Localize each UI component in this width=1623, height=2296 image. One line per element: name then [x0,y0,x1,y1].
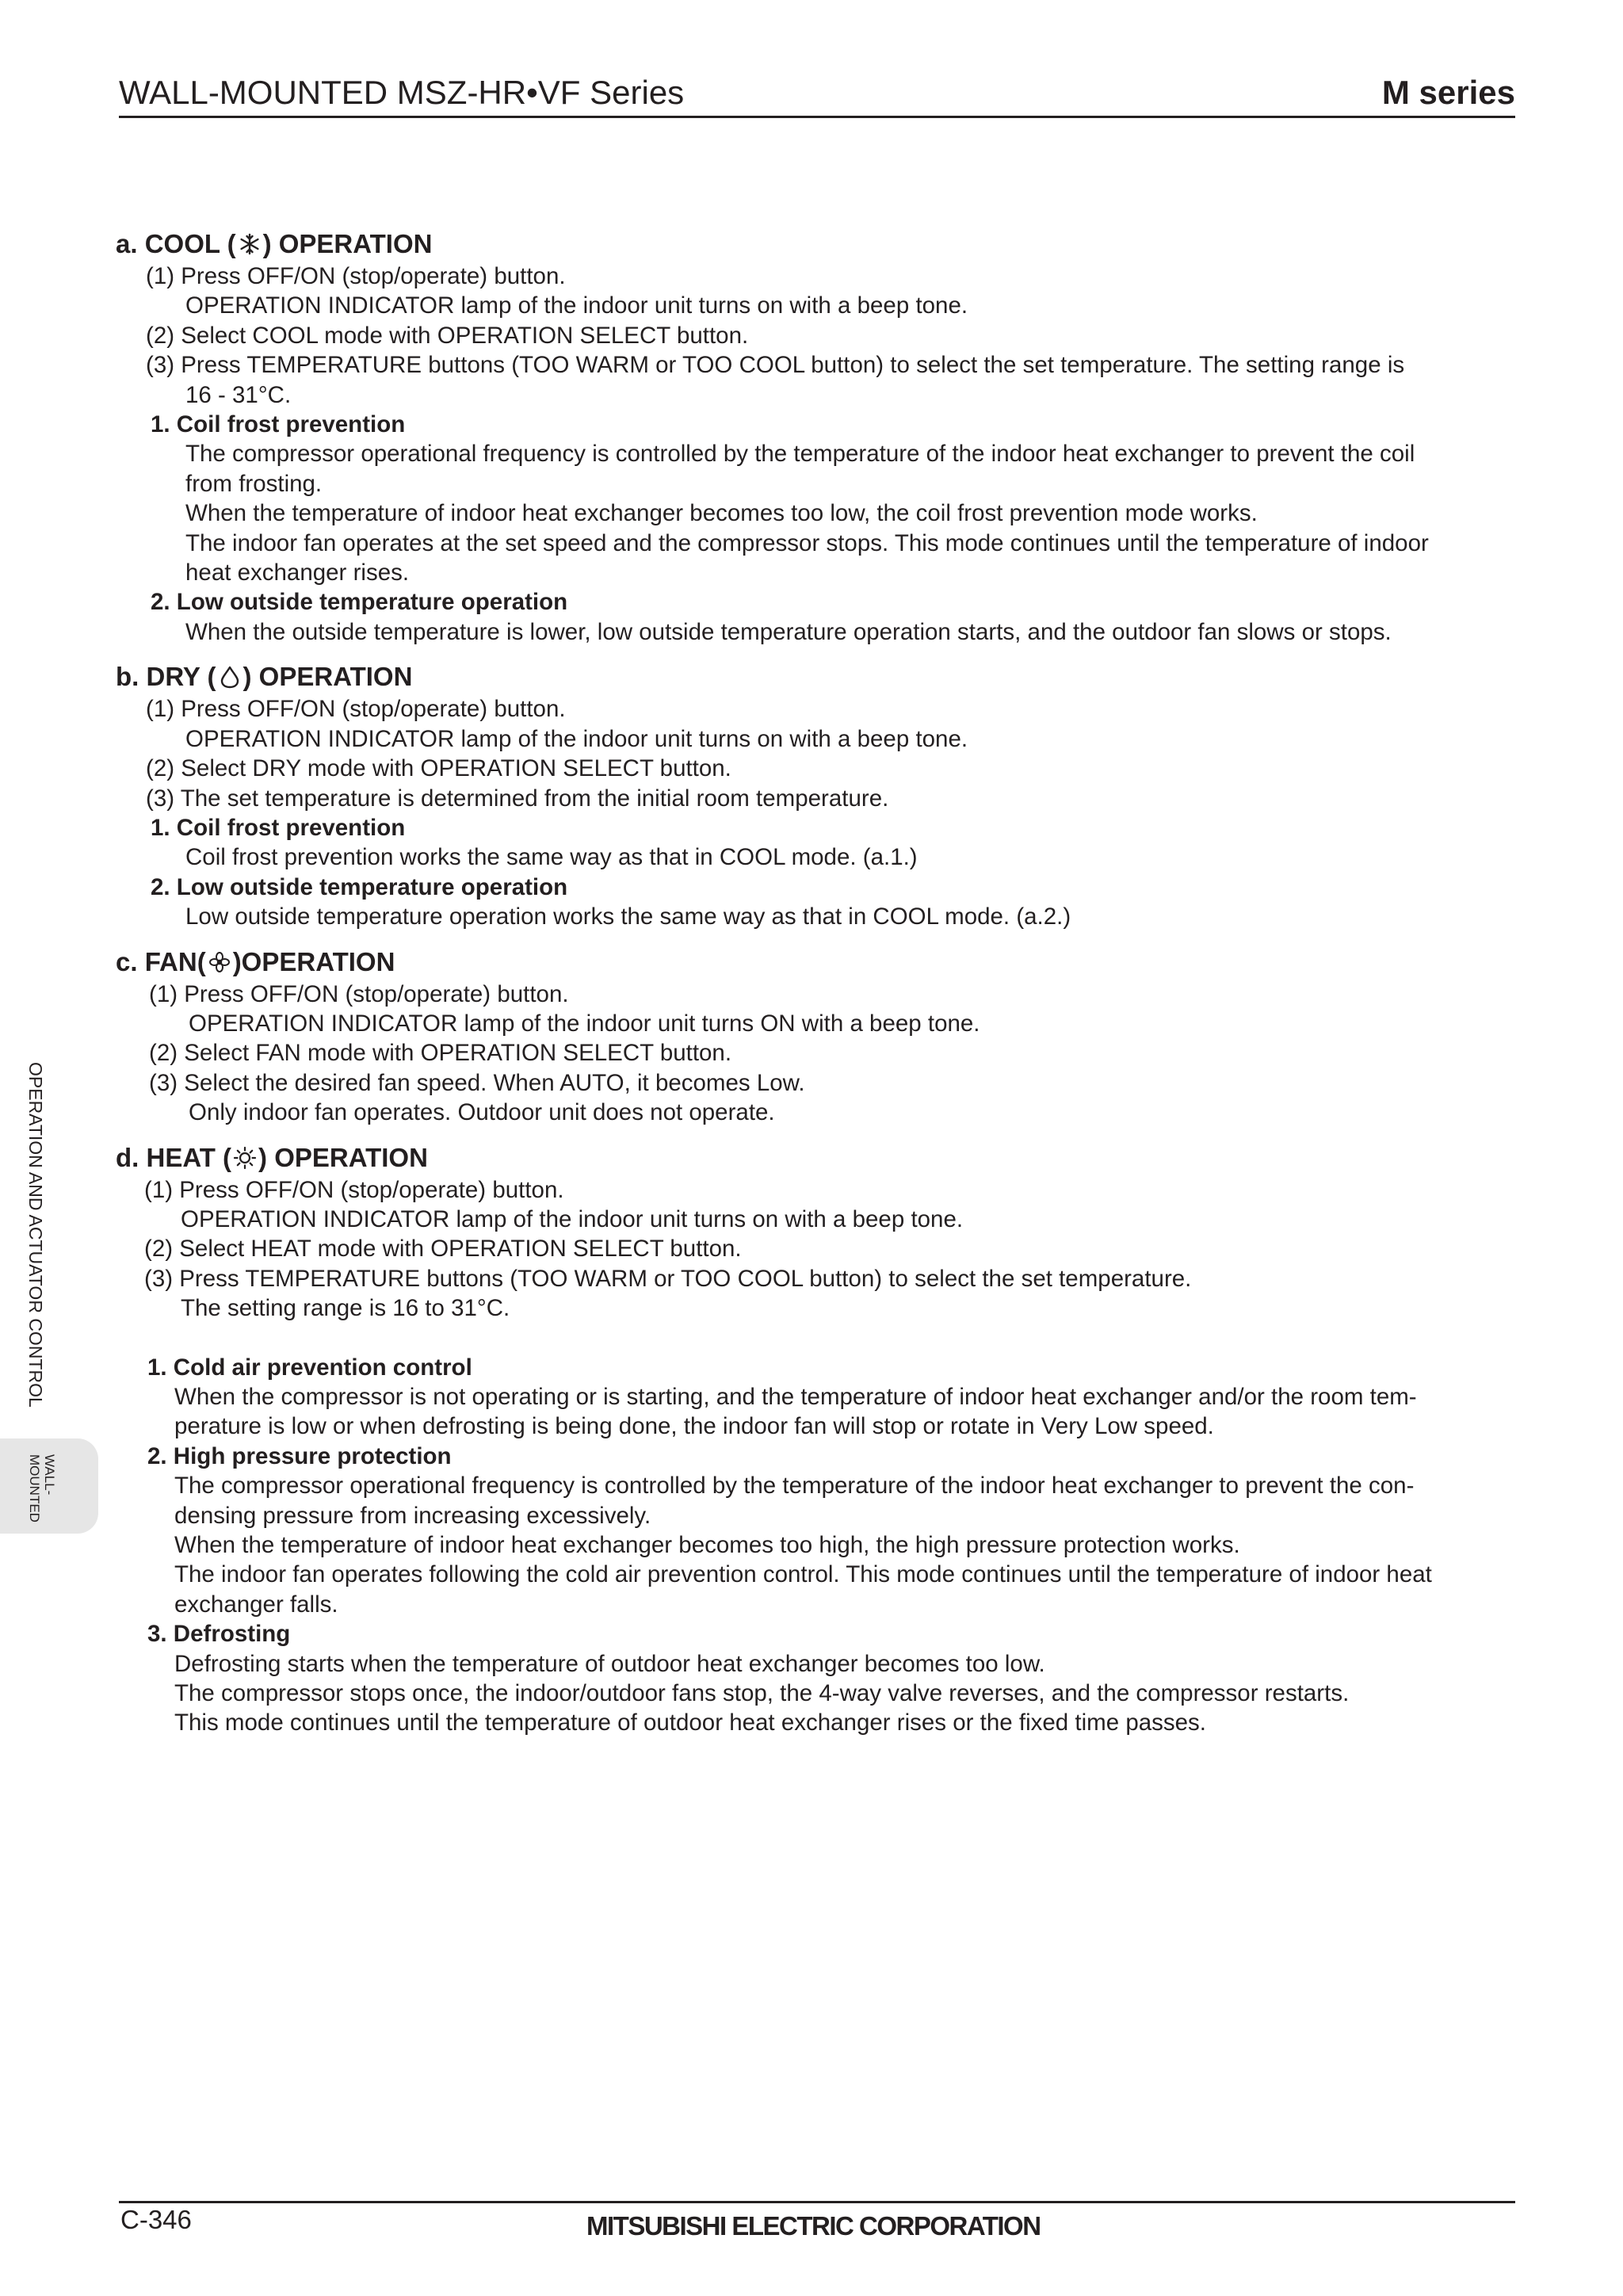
heat-line-4: (3) Press TEMPERATURE buttons (TOO WARM or TOO COOL button) to select the set temperature. [144,1265,1192,1292]
dry-sub2-title: 2. Low outside temperature operation [151,873,568,900]
heat-sub2-line-4: The indoor fan operates following the cold air prevention control. This mode continues until the temperature of indoor heat [174,1561,1432,1588]
section-dry-title-post: ) OPERATION [242,662,413,692]
dry-sub1-title: 1. Coil frost prevention [151,814,406,841]
side-tab-text [27,1454,57,1526]
droplet-icon [218,665,242,689]
fan-icon [208,950,231,974]
corporation-name: MITSUBISHI ELECTRIC CORPORATION [586,2211,1041,2241]
header-title: WALL-MOUNTED MSZ-HR•VF Series [119,74,685,111]
cool-line-1: (1) Press OFF/ON (stop/operate) button. [146,263,566,289]
dry-line-1: (1) Press OFF/ON (stop/operate) button. [146,696,566,723]
dry-line-4: (3) The set temperature is determined from the initial room temperature. [146,785,889,812]
heat-sub1-line-2: perature is low or when defrosting is being done, the indoor fan will stop or rotate in Very Low speed. [174,1413,1214,1440]
section-heat-title-pre: d. HEAT ( [116,1142,232,1172]
fan-line-4: (3) Select the desired fan speed. When AUTO, it becomes Low. [149,1069,805,1096]
page-number: C-346 [120,2205,192,2234]
heat-spacer [116,1324,1518,1353]
cool-line-4: (3) Press TEMPERATURE buttons (TOO WARM or TOO COOL button) to select the set temperature. The setting range is [146,352,1405,379]
fan-line-1: (1) Press OFF/ON (stop/operate) button. [149,980,569,1007]
cool-line-3: (2) Select COOL mode with OPERATION SELECT button. [146,322,749,349]
cool-line-2: OPERATION INDICATOR lamp of the indoor unit turns on with a beep tone. [185,292,968,319]
heat-sub2-line-3: When the temperature of indoor heat exchanger becomes too high, the high pressure protection works. [174,1532,1240,1559]
cool-sub1-line-2: from frosting. [185,470,323,497]
dry-sub1-line-1: Coil frost prevention works the same way as that in COOL mode. (a.1.) [185,844,918,871]
cool-sub1-line-5: heat exchanger rises. [185,560,410,586]
dry-sub2-line-1: Low outside temperature operation works the same way as that in COOL mode. (a.2.) [185,904,1071,930]
section-cool-title-post: ) OPERATION [262,229,433,258]
heat-line-2: OPERATION INDICATOR lamp of the indoor unit turns on with a beep tone. [181,1205,964,1232]
section-fan-title-post: )OPERATION [232,946,395,976]
heat-sub2-line-5: exchanger falls. [174,1591,338,1618]
section-fan-title [116,946,1518,978]
heat-sub3-line-3: This mode continues until the temperature of outdoor heat exchanger rises or the fixed time passes. [174,1710,1206,1736]
heat-line-5: The setting range is 16 to 31°C. [181,1295,510,1322]
header-series: M series [1381,74,1515,111]
header-rule [119,116,1515,118]
dry-line-2: OPERATION INDICATOR lamp of the indoor unit turns on with a beep tone. [185,725,968,752]
cool-line-5: 16 - 31°C. [185,381,292,408]
sun-icon [233,1146,257,1170]
dry-line-3: (2) Select DRY mode with OPERATION SELECT button. [146,755,731,782]
heat-line-3: (2) Select HEAT mode with OPERATION SELECT button. [144,1236,742,1263]
fan-line-5: Only indoor fan operates. Outdoor unit does not operate. [189,1099,775,1126]
cool-sub2-title: 2. Low outside temperature operation [151,589,568,616]
section-heat [116,1142,1518,1738]
cool-sub1-line-3: When the temperature of indoor heat exchanger becomes too low, the coil frost prevention mode works. [185,500,1258,527]
heat-sub3-line-2: The compressor stops once, the indoor/outdoor fans stop, the 4-way valve reverses, and the compressor restarts. [174,1680,1350,1707]
section-heat-title [116,1142,1518,1174]
heat-sub1-line-1: When the compressor is not operating or is starting, and the temperature of indoor heat exchanger and/or the room tem- [174,1384,1417,1410]
fan-line-3: (2) Select FAN mode with OPERATION SELECT button. [149,1040,732,1067]
fan-line-2: OPERATION INDICATOR lamp of the indoor unit turns ON with a beep tone. [189,1010,980,1037]
heat-sub3-title: 3. Defrosting [147,1621,291,1648]
heat-sub3-line-1: Defrosting starts when the temperature of outdoor heat exchanger becomes too low. [174,1650,1045,1677]
cool-sub1-line-4: The indoor fan operates at the set speed and the compressor stops. This mode continues until the temperature of indoor [185,529,1429,556]
cool-sub1-line-1: The compressor operational frequency is controlled by the temperature of the indoor heat exchanger to prevent the coil [185,441,1415,468]
section-cool [116,228,1518,647]
heat-sub2-title: 2. High pressure protection [147,1442,452,1469]
side-section-label: OPERATION AND ACTUATOR CONTROL [25,1062,46,1408]
heat-sub2-line-2: densing pressure from increasing excessively. [174,1502,651,1529]
snowflake-icon [238,232,262,256]
cool-sub2-line-1: When the outside temperature is lower, low outside temperature operation starts, and the outdoor fan slows or stops. [185,618,1392,645]
section-cool-title-pre: a. COOL ( [116,229,236,258]
section-dry [116,661,1518,931]
side-tab [0,1438,98,1534]
heat-line-1: (1) Press OFF/ON (stop/operate) button. [144,1176,564,1203]
cool-sub1-title: 1. Coil frost prevention [151,411,406,438]
heat-sub1-title: 1. Cold air prevention control [147,1354,472,1381]
side-tab-line2: MOUNTED [27,1454,42,1522]
section-cool-title [116,228,1518,260]
page-content [116,228,1518,1752]
section-dry-title [116,661,1518,693]
section-dry-title-pre: b. DRY ( [116,662,216,692]
section-fan [116,946,1518,1128]
section-fan-title-pre: c. FAN( [116,946,206,976]
section-heat-title-post: ) OPERATION [258,1142,428,1172]
footer-rule [119,2201,1515,2203]
side-tab-line1: WALL- [42,1454,57,1496]
heat-sub2-line-1: The compressor operational frequency is controlled by the temperature of the indoor heat exchanger to prevent the con- [174,1473,1415,1499]
